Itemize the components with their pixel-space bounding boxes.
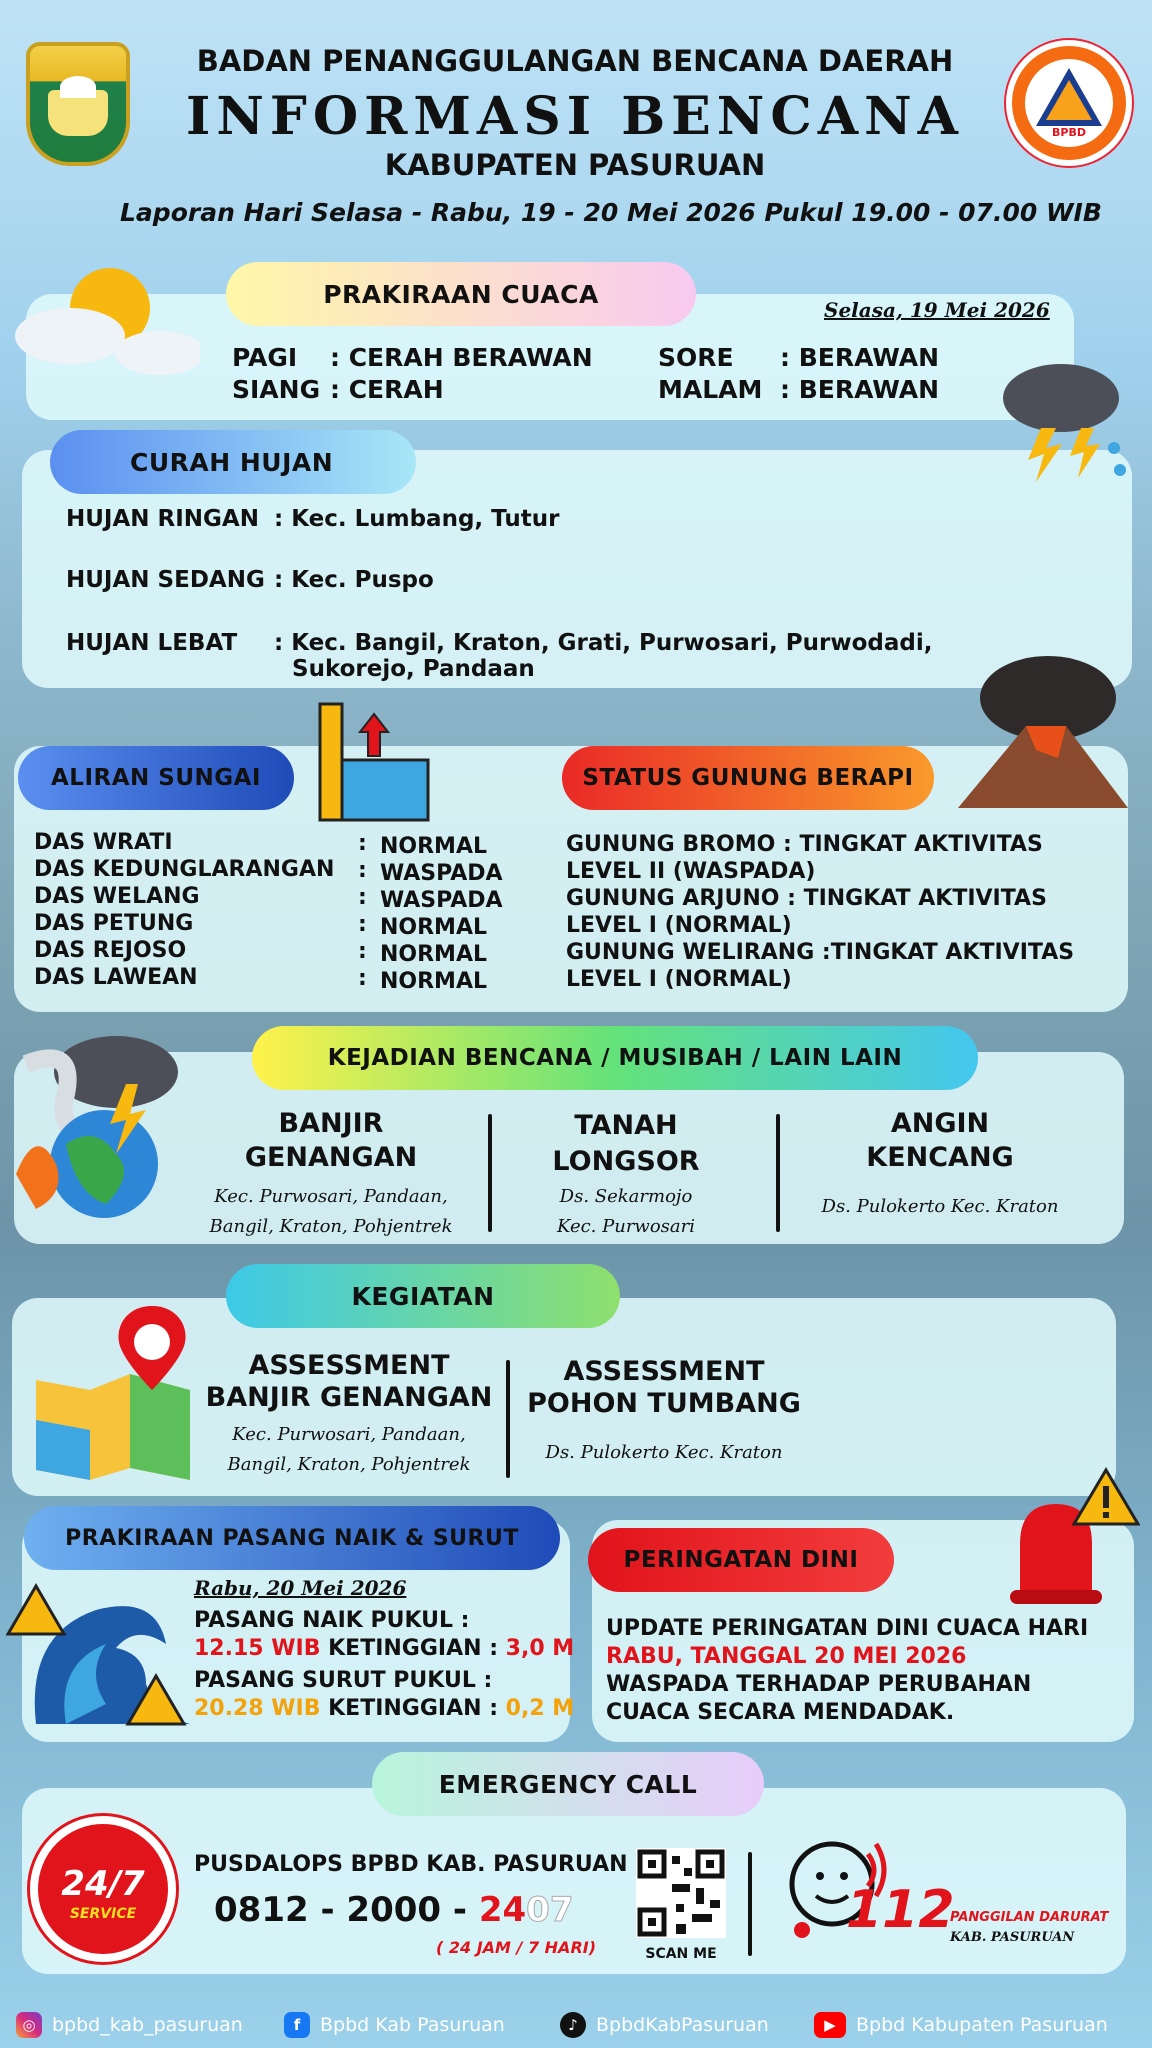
qr-code-icon[interactable] bbox=[636, 1848, 726, 1938]
pasang-title: PRAKIRAAN PASANG NAIK & SURUT bbox=[24, 1506, 560, 1570]
service-24-7-badge bbox=[30, 1816, 176, 1962]
instagram-handle: bpbd_kab_pasuruan bbox=[52, 2014, 243, 2036]
footer-tiktok[interactable] bbox=[560, 2012, 769, 2038]
sungai-title: ALIRAN SUNGAI bbox=[18, 746, 294, 810]
cuaca-title: PRAKIRAAN CUACA bbox=[226, 262, 696, 326]
service-hours: ( 24 JAM / 7 HARI) bbox=[436, 1938, 597, 1957]
cuaca-sore-value: : BERAWAN bbox=[780, 343, 940, 372]
agency-name: BADAN PENANGGULANGAN BENCANA DAERAH bbox=[196, 44, 954, 78]
kegiatan-banjir-d2: Bangil, Kraton, Pohjentrek bbox=[227, 1454, 471, 1475]
hujan-ringan-value: : Kec. Lumbang, Tutur bbox=[274, 506, 560, 532]
pasang-surut-time: 20.28 WIB bbox=[194, 1696, 321, 1721]
das-petung-status: NORMAL bbox=[380, 915, 487, 940]
das-colons: : : : : : : bbox=[358, 831, 367, 991]
das-rejoso-status: NORMAL bbox=[380, 942, 487, 967]
peringatan-line-1: UPDATE PERINGATAN DINI CUACA HARI bbox=[606, 1616, 1089, 1641]
cuaca-malam-label: MALAM bbox=[658, 375, 763, 404]
gunung-line-5: GUNUNG WELIRANG :TINGKAT AKTIVITAS bbox=[566, 940, 1075, 965]
emergency-112-number[interactable]: 112 bbox=[846, 1880, 955, 1940]
emergency-112-label-2: KAB. PASURUAN bbox=[950, 1930, 1075, 1945]
gunung-line-3: GUNUNG ARJUNO : TINGKAT AKTIVITAS bbox=[566, 886, 1047, 911]
peringatan-line-2: RABU, TANGGAL 20 MEI 2026 bbox=[606, 1644, 967, 1669]
kegiatan-pohon-t2: POHON TUMBANG bbox=[527, 1388, 801, 1419]
das-wrati-status: NORMAL bbox=[380, 834, 487, 859]
page-title: INFORMASI BENCANA bbox=[186, 86, 964, 147]
das-wrati-name: DAS WRATI bbox=[34, 830, 173, 855]
kejadian-banjir-d2: Bangil, Kraton, Pohjentrek bbox=[209, 1216, 453, 1237]
hujan-title: CURAH HUJAN bbox=[50, 430, 416, 494]
kegiatan-banjir-t2: BANJIR GENANGAN bbox=[205, 1382, 493, 1413]
pasang-naik-mid: KETINGGIAN : bbox=[320, 1636, 506, 1661]
hujan-sedang-label: HUJAN SEDANG bbox=[66, 567, 265, 593]
report-period: Laporan Hari Selasa - Rabu, 19 - 20 Mei 2026 Pukul 19.00 - 07.00 WIB bbox=[120, 198, 1102, 227]
hujan-lebat-value: : Kec. Bangil, Kraton, Grati, Purwosari, Purwodadi, bbox=[274, 630, 933, 656]
service-label: SERVICE bbox=[69, 1906, 137, 1922]
tiktok-icon: ♪ bbox=[560, 2012, 586, 2038]
kabupaten-pasuruan-logo bbox=[26, 42, 130, 166]
volcano-icon bbox=[938, 648, 1128, 808]
kegiatan-banjir-t1: ASSESSMENT bbox=[248, 1350, 450, 1381]
kegiatan-divider bbox=[506, 1360, 510, 1478]
kegiatan-title: KEGIATAN bbox=[226, 1264, 620, 1328]
kejadian-longsor-t2: LONGSOR bbox=[552, 1146, 700, 1177]
pasang-surut-label: PASANG SURUT PUKUL : bbox=[194, 1668, 493, 1693]
das-kedunglarangan-name: DAS KEDUNGLARANGAN bbox=[34, 857, 335, 882]
kejadian-angin-t2: KENCANG bbox=[866, 1142, 1014, 1173]
cuaca-siang-label: SIANG bbox=[232, 375, 321, 404]
youtube-icon: ▶ bbox=[814, 2012, 846, 2038]
kejadian-divider-2 bbox=[776, 1114, 780, 1232]
peringatan-line-4: CUACA SECARA MENDADAK. bbox=[606, 1700, 955, 1725]
cuaca-sore-label: SORE bbox=[658, 343, 734, 372]
emergency-divider bbox=[748, 1852, 752, 1956]
phone-part-b: 24 bbox=[478, 1890, 527, 1930]
gunung-line-2: LEVEL II (WASPADA) bbox=[566, 859, 816, 884]
footer-facebook[interactable] bbox=[284, 2012, 505, 2038]
kejadian-banjir-d1: Kec. Purwosari, Pandaan, bbox=[214, 1186, 448, 1207]
hujan-ringan-label: HUJAN RINGAN bbox=[66, 506, 259, 532]
das-kedunglarangan-status: WASPADA bbox=[380, 861, 503, 886]
das-welang-status: WASPADA bbox=[380, 888, 503, 913]
gunung-line-1: GUNUNG BROMO : TINGKAT AKTIVITAS bbox=[566, 832, 1043, 857]
sun-cloud-icon bbox=[10, 258, 200, 388]
storm-cloud-icon bbox=[996, 348, 1136, 488]
phone-number[interactable] bbox=[214, 1890, 573, 1930]
bpbd-logo bbox=[1006, 40, 1132, 166]
pasang-surut-line bbox=[194, 1696, 574, 1721]
bpbd-logo-text: BPBD bbox=[1052, 126, 1086, 139]
pusdalops-label: PUSDALOPS BPBD KAB. PASURUAN bbox=[194, 1852, 628, 1877]
pasang-naik-label: PASANG NAIK PUKUL : bbox=[194, 1608, 470, 1633]
phone-part-a: 0812 - 2000 - bbox=[214, 1890, 479, 1930]
gunung-title: STATUS GUNUNG BERAPI bbox=[562, 746, 934, 810]
disaster-globe-icon bbox=[6, 1024, 202, 1224]
facebook-handle: Bpbd Kab Pasuruan bbox=[320, 2014, 505, 2036]
region-name: KABUPATEN PASURUAN bbox=[384, 148, 766, 182]
kejadian-angin-t1: ANGIN bbox=[890, 1108, 990, 1139]
pasang-surut-mid: KETINGGIAN : bbox=[320, 1696, 506, 1721]
service-24-7-text: 24/7 bbox=[61, 1864, 145, 1904]
hujan-lebat-value-2: Sukorejo, Pandaan bbox=[292, 656, 535, 682]
cuaca-pagi-label: PAGI bbox=[232, 343, 298, 372]
kegiatan-pohon-t1: ASSESSMENT bbox=[563, 1356, 765, 1387]
phone-part-c: 07 bbox=[526, 1890, 574, 1930]
kejadian-angin-d1: Ds. Pulokerto Kec. Kraton bbox=[821, 1196, 1059, 1217]
youtube-handle: Bpbd Kabupaten Pasuruan bbox=[856, 2014, 1108, 2036]
kejadian-longsor-d2: Kec. Purwosari bbox=[556, 1216, 696, 1237]
footer-youtube[interactable] bbox=[814, 2012, 1108, 2038]
pasang-naik-line bbox=[194, 1636, 574, 1661]
facebook-icon: f bbox=[284, 2012, 310, 2038]
kejadian-title: KEJADIAN BENCANA / MUSIBAH / LAIN LAIN bbox=[252, 1026, 978, 1090]
pasang-date: Rabu, 20 Mei 2026 bbox=[194, 1576, 407, 1600]
emergency-112-label-1: PANGGILAN DARURAT bbox=[950, 1910, 1109, 1925]
kejadian-longsor-d1: Ds. Sekarmojo bbox=[559, 1186, 693, 1207]
das-petung-name: DAS PETUNG bbox=[34, 911, 194, 936]
alarm-bell-icon bbox=[990, 1464, 1140, 1614]
pasang-surut-height: 0,2 M bbox=[505, 1696, 575, 1721]
kegiatan-banjir-d1: Kec. Purwosari, Pandaan, bbox=[232, 1424, 466, 1445]
cuaca-siang-value: : CERAH bbox=[330, 375, 444, 404]
scan-me-label: SCAN ME bbox=[645, 1946, 717, 1962]
emergency-title: EMERGENCY CALL bbox=[372, 1752, 764, 1816]
cuaca-pagi-value: : CERAH BERAWAN bbox=[330, 343, 593, 372]
kegiatan-pohon-d1: Ds. Pulokerto Kec. Kraton bbox=[545, 1442, 783, 1463]
tsunami-wave-icon bbox=[6, 1574, 190, 1736]
das-welang-name: DAS WELANG bbox=[34, 884, 200, 909]
gunung-line-4: LEVEL I (NORMAL) bbox=[566, 913, 792, 938]
hujan-lebat-label: HUJAN LEBAT bbox=[66, 630, 238, 656]
das-lawean-status: NORMAL bbox=[380, 969, 487, 994]
footer-instagram[interactable] bbox=[16, 2012, 243, 2038]
kejadian-divider-1 bbox=[488, 1114, 492, 1232]
cuaca-date: Selasa, 19 Mei 2026 bbox=[824, 298, 1050, 322]
pasang-naik-height: 3,0 M bbox=[505, 1636, 575, 1661]
instagram-icon: ◎ bbox=[16, 2012, 42, 2038]
kejadian-banjir-t2: GENANGAN bbox=[244, 1142, 418, 1173]
cuaca-malam-value: : BERAWAN bbox=[780, 375, 940, 404]
das-lawean-name: DAS LAWEAN bbox=[34, 965, 198, 990]
peringatan-line-3: WASPADA TERHADAP PERUBAHAN bbox=[606, 1672, 1032, 1697]
tiktok-handle: BpbdKabPasuruan bbox=[596, 2014, 769, 2036]
hujan-sedang-value: : Kec. Puspo bbox=[274, 567, 434, 593]
kejadian-longsor-t1: TANAH bbox=[574, 1110, 678, 1141]
water-level-icon bbox=[314, 700, 434, 824]
map-location-icon bbox=[30, 1300, 202, 1484]
pasang-naik-time: 12.15 WIB bbox=[194, 1636, 321, 1661]
kejadian-banjir-t1: BANJIR bbox=[278, 1108, 384, 1139]
gunung-line-6: LEVEL I (NORMAL) bbox=[566, 967, 792, 992]
das-rejoso-name: DAS REJOSO bbox=[34, 938, 187, 963]
peringatan-title: PERINGATAN DINI bbox=[588, 1528, 894, 1592]
